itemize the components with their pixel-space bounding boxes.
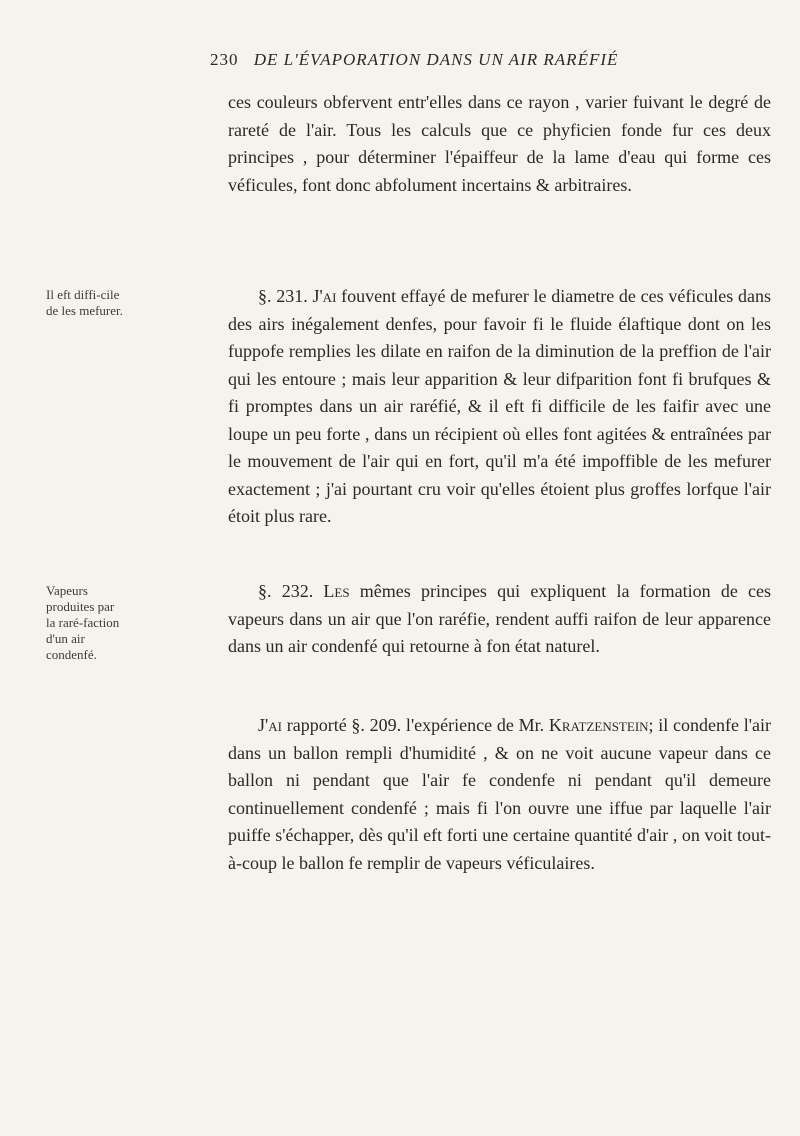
page-number: 230 [210, 50, 239, 69]
paragraph-text: rapporté §. 209. l'expérience de Mr. [286, 715, 545, 735]
paragraph-text: fouvent effayé de mefurer le diametre de ces véficules dans des airs inégalement denfes, pour favoir fi le fluide élaftique dont on les fuppofe remplies les dilate en raifon de la diminution de la preffion de l'air qui les entoure ; mais leur apparition & leur difparition font fi brufques & fi promptes dans un air raréfié, & il eft fi difficile de les faifir avec une loupe un peu forte , dans un récipient où elles font agitées & entraînées par le mouvement de l'air qui en fort, qu'il m'a été impoffible de les mefurer exactement ; j'ai pourtant cru voir qu'elles étoient plus groffes lorfque l'air étoit plus rare. [228, 286, 772, 526]
person-name: Kratzenstein [548, 715, 649, 735]
paragraph-continuation [228, 89, 771, 199]
margin-note-measure: Il eft diffi-cile de les mefurer. [46, 287, 123, 318]
lead-word: J'ai [312, 286, 337, 306]
section-number: §. 231. [258, 286, 308, 306]
paragraph-text: mêmes principes qui expliquent la formation de ces vapeurs dans un air que l'on raréfie, rendent auffi raifon de leur apparence dans un air condenfé qui retourne à fon état naturel. [228, 581, 772, 656]
lead-word: J'ai [258, 715, 282, 735]
running-title: DE L'ÉVAPORATION DANS UN AIR RARÉFIÉ [253, 50, 619, 69]
section-number: §. 232. [258, 581, 314, 601]
paragraph-231 [228, 283, 771, 531]
paragraph-text: ces couleurs obfervent entr'elles dans ce rayon , varier fuivant le degré de rareté de l'air. Tous les calculs que ce phyficien fonde fur ces deux principes , pour déterminer l'épaiffeur de la lame d'eau qui forme ces véficules, font donc abfolument incertains & arbitraires. [228, 92, 771, 195]
lead-word: Les [323, 581, 350, 601]
paragraph-text: ; il condenfe l'air dans un ballon rempli d'humidité , & on ne voit aucune vapeur dans ce ballon ni pendant que l'air fe condenfe ni pendant qu'il demeure continuellement condenfé ; mais fi l'on ouvre une iffue par laquelle l'air puiffe s'échapper, dès qu'il eft forti une certaine quantité d'air , on voit tout-à-coup le ballon fe remplir de vapeurs véficulaires. [228, 715, 771, 873]
paragraph-kratzenstein [228, 712, 771, 877]
paragraph-232 [228, 578, 771, 661]
running-head [210, 50, 770, 70]
margin-note-vapours: Vapeurs produites par la raré-faction d'un air condenfé. [46, 583, 120, 662]
